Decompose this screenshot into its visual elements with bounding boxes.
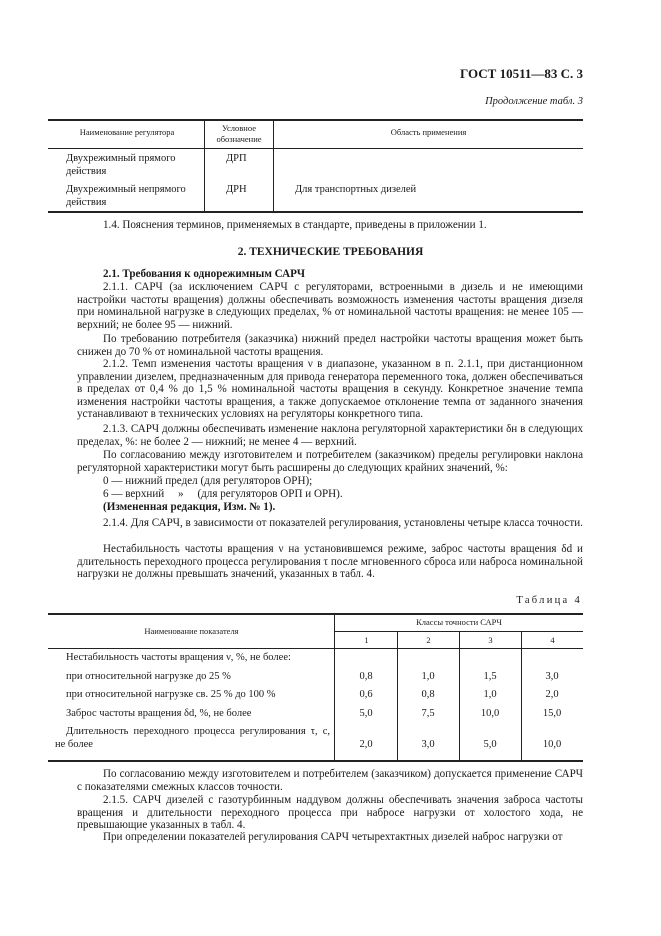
table-4-cell: 10,0	[542, 739, 562, 750]
paragraph-1-4: 1.4. Пояснения терминов, применяемых в стандарте, приведены в приложении 1.	[103, 219, 487, 231]
table-4-header-classes: Классы точности САРЧ	[416, 617, 502, 627]
table-4-cell: 3,0	[421, 739, 435, 750]
subsection-2-1-title: 2.1. Требования к однорежимным САРЧ	[103, 268, 306, 280]
table-4-col-divider	[397, 631, 398, 760]
table-4-top-rule	[48, 613, 583, 615]
table-3-row-area: Для транспортных дизелей	[295, 184, 417, 195]
table-4-col-divider	[459, 631, 460, 760]
paragraph-adjacent-classes: По согласованию между изготовителем и потребителем (заказчиком) допускается применение САРЧ с показателями смежных классов точности.	[77, 768, 583, 793]
table-4-col-divider	[334, 613, 335, 760]
table-3-header-area: Область применения	[390, 127, 467, 137]
table-4-cell: 1,0	[421, 671, 435, 682]
paragraph-2-1-4: 2.1.4. Для САРЧ, в зависимости от показателей регулирования, установлены четыре класса точности.	[103, 517, 583, 529]
limit-high-line: 6 — верхний » (для регуляторов ОРП и ОРН).	[103, 488, 343, 500]
paragraph-customer-limit: По требованию потребителя (заказчика) нижний предел настройки частоты вращения может быть снижен до 70 % от номинальной частоты вращения.	[77, 333, 583, 358]
table-4-cell: 5,0	[359, 708, 373, 719]
table-4-row-label: Заброс частоты вращения δd, %, не более	[66, 708, 252, 719]
table-4-row-label: Длительность переходного процесса регулирования τ, с, не более	[55, 726, 330, 750]
table-3-row-name: Двухрежимный непрямого действия	[66, 184, 186, 208]
table-4-caption: Таблица 4	[516, 595, 582, 606]
table-4-row-group-label: Нестабильность частоты вращения ν, %, не более:	[66, 652, 291, 663]
table-4-header-rule	[48, 648, 583, 649]
table-4-cell: 7,5	[421, 708, 435, 719]
table-4-class-number: 2	[426, 635, 431, 645]
table-3-col-divider	[273, 119, 274, 211]
table-4-class-number: 3	[488, 635, 493, 645]
table-4-cell: 2,0	[359, 739, 373, 750]
table-continuation-label: Продолжение табл. 3	[485, 96, 583, 107]
paragraph-last: При определении показателей регулирования САРЧ четырехтактных дизелей наброс нагрузки от	[103, 831, 563, 843]
table-3-row-code: ДРН	[226, 184, 247, 195]
table-3-row-code: ДРП	[226, 153, 247, 164]
paragraph-2-1-1: 2.1.1. САРЧ (за исключением САРЧ с регуляторами, встроенными в дизель и не имеющими настройки частоты вращения) должны обеспечивать возможность изменения частоты вращения дизеля при номинальной нагрузке в следующих пределах, % от номинальной частоты вращения: не менее 105 — верхний; не более 95 — нижний.	[77, 281, 583, 331]
paragraph-instability: Нестабильность частоты вращения ν на установившемся режиме, заброс частоты вращения δd и длительность переходного процесса регулирования τ после мгновенного сброса или наброса номинальной нагрузки не должны превышать значений, указанных в табл. 4.	[77, 543, 583, 581]
table-4-row-label: при относительной нагрузке до 25 %	[66, 671, 231, 682]
table-4-class-number: 1	[364, 635, 369, 645]
table-4-cell: 0,8	[359, 671, 373, 682]
table-4-cell: 0,6	[359, 689, 373, 700]
table-4-bottom-rule	[48, 760, 583, 762]
table-4-cell: 1,5	[483, 671, 497, 682]
table-4-class-number: 4	[550, 635, 555, 645]
table-4-cell: 1,0	[483, 689, 497, 700]
paragraph-2-1-5: 2.1.5. САРЧ дизелей с газотурбинным наддувом должны обеспечивать значения заброса частоты вращения и длительности переходного процесса при набросе нагрузки от холостого хода, не превышающие указанных в табл. 4.	[77, 794, 583, 832]
table-3-bottom-rule	[48, 211, 583, 213]
doc-reference: ГОСТ 10511—83 С. 3	[460, 66, 583, 81]
table-3-header-code: Условное обозначение	[216, 123, 262, 144]
table-3-header-rule	[48, 148, 583, 149]
table-3-row-name: Двухрежимный прямого действия	[66, 153, 176, 177]
limit-low-line: 0 — нижний предел (для регуляторов ОРН);	[103, 475, 313, 487]
table-4-cell: 10,0	[480, 708, 500, 719]
table-3-header-name: Наименование регулятора	[79, 127, 175, 137]
table-4-cell: 0,8	[421, 689, 435, 700]
table-4-cell: 5,0	[483, 739, 497, 750]
table-4-row-label: при относительной нагрузке св. 25 % до 100 %	[66, 689, 276, 700]
paragraph-2-1-3: 2.1.3. САРЧ должны обеспечивать изменение наклона регуляторной характеристики δн в следующих пределах, %: не более 2 — нижний; не менее 4 — верхний.	[77, 423, 583, 448]
table-4-cell: 2,0	[545, 689, 559, 700]
section-title: 2. ТЕХНИЧЕСКИЕ ТРЕБОВАНИЯ	[237, 246, 424, 258]
paragraph-agreement: По согласованию между изготовителем и потребителем (заказчиком) пределы регулировки наклона регуляторной характеристики могут быть расширены до следующих крайних значений, %:	[77, 449, 583, 474]
table-4-cell: 3,0	[545, 671, 559, 682]
table-3-top-rule	[48, 119, 583, 121]
paragraph-2-1-2: 2.1.2. Темп изменения частоты вращения ν в диапазоне, указанном в п. 2.1.1, при дистанционном управлении дизелем, предназначенным для привода генератора переменного тока, должен обеспечиваться в пределах от 0,4 % до 1,5 % номинальной частоты вращения в секунду. Конкретное значение темпа изменения настройки частоты вращения, а также допускаемое отклонение темпа от заданного значения устанавливают в технических условиях на регуляторы конкретного типа.	[77, 358, 583, 421]
table-4-header-name: Наименование показателя	[144, 626, 239, 636]
table-4-col-divider	[521, 631, 522, 760]
table-4-cell: 15,0	[542, 708, 562, 719]
revision-note: (Измененная редакция, Изм. № 1).	[103, 501, 276, 513]
